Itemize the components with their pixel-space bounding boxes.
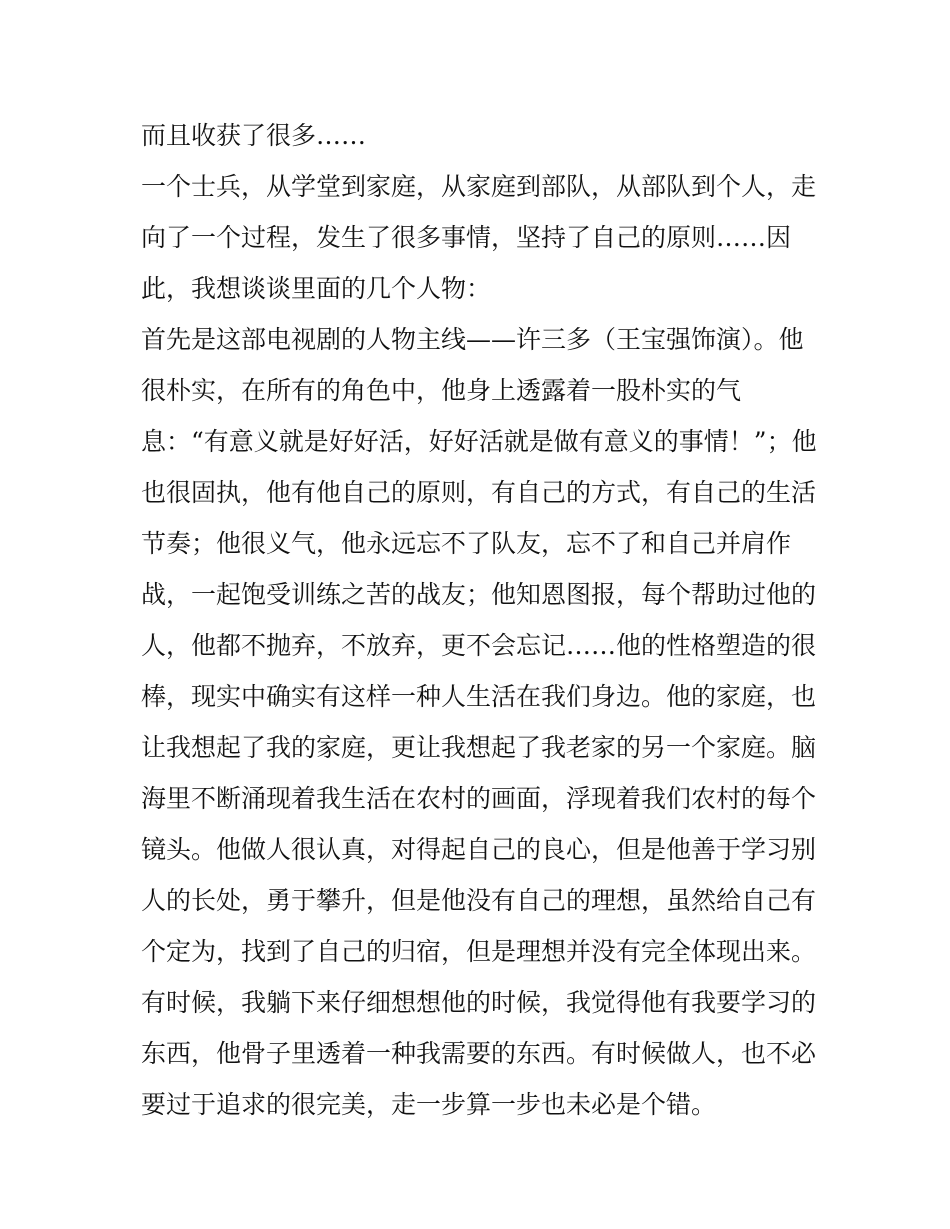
text-line: 让我想起了我的家庭，更让我想起了我老家的另一个家庭。脑 (141, 733, 817, 762)
text-line: 镜头。他做人很认真，对得起自己的良心，但是他善于学习别 (141, 835, 817, 864)
text-line: 人，他都不抛弃，不放弃，更不会忘记……他的性格塑造的很 (141, 631, 817, 660)
text-line: 海里不断涌现着我生活在农村的画面，浮现着我们农村的每个 (141, 784, 817, 813)
text-line: 有时候，我躺下来仔细想想他的时候，我觉得他有我要学习的 (141, 988, 817, 1017)
text-line: 棒，现实中确实有这样一种人生活在我们身边。他的家庭，也 (141, 682, 817, 711)
text-line: 战，一起饱受训练之苦的战友；他知恩图报，每个帮助过他的 (141, 580, 817, 609)
text-line: 个定为，找到了自己的归宿，但是理想并没有完全体现出来。 (141, 937, 817, 966)
text-line: 而且收获了很多…… (141, 121, 367, 150)
text-line: 息：“有意义就是好好活，好好活就是做有意义的事情！”；他 (141, 427, 817, 456)
text-line: 很朴实，在所有的角色中，他身上透露着一股朴实的气 (141, 376, 742, 405)
text-line: 向了一个过程，发生了很多事情，坚持了自己的原则……因 (141, 223, 792, 252)
text-line: 节奏；他很义气，他永远忘不了队友，忘不了和自己并肩作 (141, 529, 792, 558)
text-line: 东西，他骨子里透着一种我需要的东西。有时候做人，也不必 (141, 1039, 817, 1068)
text-line: 首先是这部电视剧的人物主线——许三多（王宝强饰演）。他 (141, 325, 804, 354)
text-line: 也很固执，他有他自己的原则，有自己的方式，有自己的生活 (141, 478, 817, 507)
text-line: 此，我想谈谈里面的几个人物： (141, 274, 492, 303)
text-line: 要过于追求的很完美，走一步算一步也未必是个错。 (141, 1090, 717, 1119)
body-text (141, 110, 821, 1130)
text-line: 人的长处，勇于攀升，但是他没有自己的理想，虽然给自己有 (141, 886, 817, 915)
text-line: 一个士兵，从学堂到家庭，从家庭到部队，从部队到个人，走 (141, 172, 817, 201)
